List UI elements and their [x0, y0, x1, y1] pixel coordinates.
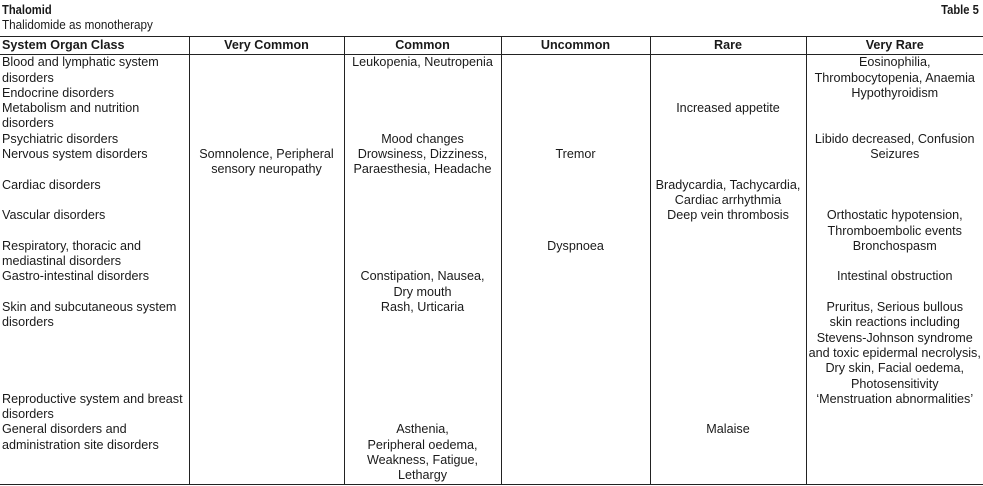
cell-very-common: [189, 55, 344, 86]
column-header-rare: Rare: [650, 37, 806, 55]
cell-common: Mood changes: [344, 132, 501, 147]
column-header-common: Common: [344, 37, 501, 55]
cell-very-common: [189, 86, 344, 101]
column-header-system-organ-class: System Organ Class: [0, 37, 189, 55]
cell-very-common: [189, 208, 344, 239]
cell-very-rare: [806, 178, 983, 209]
table-number: Table 5: [941, 2, 979, 17]
table-row: [0, 86, 983, 101]
cell-very-common: [189, 300, 344, 392]
cell-common: Leukopenia, Neutropenia: [344, 55, 501, 86]
cell-uncommon: [501, 101, 650, 132]
table-row: [0, 55, 983, 86]
cell-system-organ-class: Nervous system disorders: [0, 147, 189, 178]
cell-very-common: [189, 392, 344, 423]
cell-rare: [650, 269, 806, 300]
cell-very-rare: Hypothyroidism: [851, 85, 939, 100]
cell-common: Drowsiness, Dizziness, Paraesthesia, Headache: [344, 147, 501, 178]
cell-very-rare: Orthostatic hypotension, Thromboembolic events: [826, 208, 963, 238]
cell-rare: [650, 55, 806, 86]
cell-very-common: [189, 101, 344, 132]
cell-system-organ-class: Skin and subcutaneous system disorders: [0, 300, 189, 392]
column-header-very-common: Very Common: [189, 37, 344, 55]
cell-very-rare: Seizures: [870, 147, 920, 162]
cell-uncommon: Dyspnoea: [501, 239, 650, 270]
table-header-row: [0, 37, 983, 55]
cell-very-rare: Libido decreased, Confusion: [814, 131, 975, 146]
table-subtitle: Thalidomide as monotherapy: [2, 17, 153, 32]
cell-system-organ-class: Endocrine disorders: [0, 86, 189, 101]
cell-rare: [650, 239, 806, 270]
table-row: [0, 178, 983, 209]
cell-common: [344, 178, 501, 209]
cell-common: [344, 392, 501, 423]
cell-system-organ-class: Gastro-intestinal disorders: [0, 269, 189, 300]
cell-common: [344, 208, 501, 239]
cell-very-common: Somnolence, Peripheral sensory neuropathy: [189, 147, 344, 178]
cell-rare: Increased appetite: [650, 101, 806, 132]
cell-common: [344, 239, 501, 270]
cell-very-common: [189, 132, 344, 147]
adverse-reactions-table: [0, 36, 983, 485]
cell-system-organ-class: Blood and lymphatic system disorders: [0, 55, 189, 86]
cell-rare: [650, 86, 806, 101]
cell-common: [344, 101, 501, 132]
cell-system-organ-class: Metabolism and nutrition disorders: [0, 101, 189, 132]
cell-rare: [650, 392, 806, 423]
cell-very-rare: Eosinophilia, Thrombocytopenia, Anaemia: [814, 55, 975, 85]
cell-common: Constipation, Nausea, Dry mouth: [344, 269, 501, 300]
table-row: [0, 300, 983, 392]
cell-rare: Deep vein thrombosis: [650, 208, 806, 239]
cell-uncommon: [501, 178, 650, 209]
cell-system-organ-class: General disorders and administration site disorders: [0, 422, 189, 484]
cell-very-rare: [806, 422, 983, 484]
cell-rare: Bradycardia, Tachycardia, Cardiac arrhythmia: [650, 178, 806, 209]
cell-rare: Malaise: [650, 422, 806, 484]
table-row: [0, 422, 983, 484]
table-row: [0, 208, 983, 239]
cell-uncommon: [501, 86, 650, 101]
table-row: [0, 101, 983, 132]
cell-very-rare: [806, 101, 983, 132]
cell-very-common: [189, 269, 344, 300]
cell-common: Asthenia, Peripheral oedema, Weakness, Fatigue, Lethargy: [344, 422, 501, 484]
cell-rare: [650, 300, 806, 392]
cell-very-rare: Bronchospasm: [852, 238, 937, 253]
cell-uncommon: Tremor: [501, 147, 650, 178]
table-row: [0, 147, 983, 178]
table-row: [0, 392, 983, 423]
cell-very-rare: ‘Menstruation abnormalities’: [816, 391, 974, 406]
cell-uncommon: [501, 300, 650, 392]
cell-very-rare: Pruritus, Serious bullous skin reactions including Stevens-Johnson syndrome and toxic epidermal necrolysis, Dry skin, Facial oedema, Photosensitivity: [808, 300, 981, 391]
cell-system-organ-class: Vascular disorders: [0, 208, 189, 239]
cell-uncommon: [501, 55, 650, 86]
cell-very-common: [189, 239, 344, 270]
cell-uncommon: [501, 269, 650, 300]
cell-rare: [650, 132, 806, 147]
cell-very-common: [189, 422, 344, 484]
cell-common: [344, 86, 501, 101]
cell-uncommon: [501, 208, 650, 239]
cell-uncommon: [501, 392, 650, 423]
table-row: [0, 239, 983, 270]
cell-system-organ-class: Cardiac disorders: [0, 178, 189, 209]
column-header-very-rare: Very Rare: [806, 37, 983, 55]
cell-system-organ-class: Respiratory, thoracic and mediastinal disorders: [0, 239, 189, 270]
table-title: Thalomid: [2, 2, 52, 17]
cell-uncommon: [501, 422, 650, 484]
cell-uncommon: [501, 132, 650, 147]
cell-common: Rash, Urticaria: [344, 300, 501, 392]
cell-system-organ-class: Reproductive system and breast disorders: [0, 392, 189, 423]
cell-very-common: [189, 178, 344, 209]
column-header-uncommon: Uncommon: [501, 37, 650, 55]
cell-rare: [650, 147, 806, 178]
table-row: [0, 132, 983, 147]
cell-system-organ-class: Psychiatric disorders: [0, 132, 189, 147]
table-row: [0, 269, 983, 300]
cell-very-rare: Intestinal obstruction: [836, 269, 953, 284]
